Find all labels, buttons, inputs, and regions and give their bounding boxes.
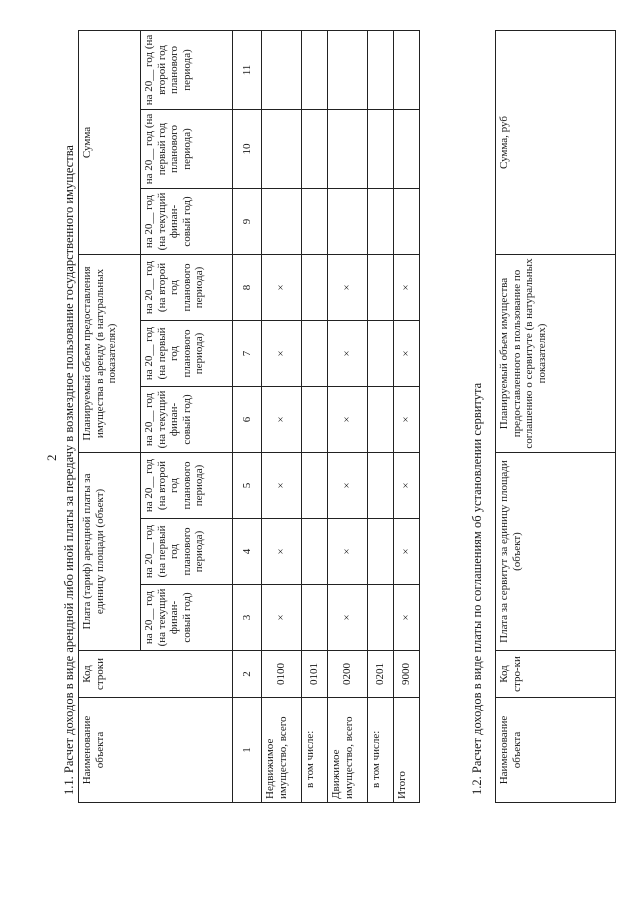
cell: ×	[394, 519, 420, 585]
header-servitude-volume: Планируемый объем имущества предоставленного в пользование по соглашению о сервитуте (в натуральных показателях)	[496, 255, 616, 453]
row-name: в том числе:	[302, 698, 328, 803]
cell	[302, 188, 328, 254]
cell: ×	[262, 452, 302, 518]
header-sum-first-year: на 20__ год (на первый год планового периода)	[141, 109, 233, 188]
table-row-total	[394, 30, 420, 802]
row-name: в том числе:	[368, 698, 394, 803]
header-volume-group: Планируемый объем предоставления имущества в аренду (в натуральных показателях)	[79, 254, 141, 452]
servitude-income-table	[495, 30, 616, 803]
cell	[368, 452, 394, 518]
header-object-name: Наименование объекта	[496, 698, 616, 803]
cell: ×	[394, 254, 420, 320]
header-servitude-rate: Плата за сервитут за единицу площади (объект)	[496, 453, 616, 651]
cell	[368, 254, 394, 320]
cell	[302, 320, 328, 386]
header-row-code: Код строки	[79, 651, 233, 698]
row-name: Итого	[394, 698, 420, 803]
col-number: 6	[233, 386, 262, 452]
header-sum-group: Сумма	[79, 30, 141, 254]
page-number: 2	[44, 454, 59, 461]
cell: ×	[394, 585, 420, 651]
rental-income-table	[78, 30, 420, 803]
cell: ×	[394, 452, 420, 518]
cell: ×	[328, 585, 368, 651]
row-code: 0101	[302, 651, 328, 698]
cell: ×	[328, 320, 368, 386]
row-code: 0100	[262, 651, 302, 698]
cell	[262, 188, 302, 254]
cell	[302, 386, 328, 452]
col-number: 2	[233, 651, 262, 698]
cell	[394, 30, 420, 109]
row-name: Движимое имущество, всего	[328, 698, 368, 803]
col-number: 5	[233, 452, 262, 518]
cell: ×	[262, 254, 302, 320]
section-2-title: 1.2. Расчет доходов в виде платы по соглашениям об установлении сервитута	[470, 382, 484, 795]
col-number: 11	[233, 30, 262, 109]
header-object-name: Наименование объекта	[79, 698, 233, 803]
header-volume-first-year: на 20__ год (на первый год планового периода)	[141, 320, 233, 386]
row-code: 0201	[368, 651, 394, 698]
cell	[368, 188, 394, 254]
cell	[302, 452, 328, 518]
cell	[368, 585, 394, 651]
cell: ×	[262, 585, 302, 651]
cell: ×	[328, 452, 368, 518]
cell	[394, 109, 420, 188]
cell	[368, 30, 394, 109]
cell: ×	[262, 519, 302, 585]
table-row	[368, 30, 394, 802]
row-code: 0200	[328, 651, 368, 698]
table-row	[328, 30, 368, 802]
cell	[328, 188, 368, 254]
col-number: 3	[233, 585, 262, 651]
cell	[368, 320, 394, 386]
col-number: 9	[233, 188, 262, 254]
cell: ×	[394, 320, 420, 386]
column-numbers-row	[233, 30, 262, 802]
cell	[302, 109, 328, 188]
header-sum-second-year: на 20__ год (на второй год планового периода)	[141, 30, 233, 109]
cell	[302, 254, 328, 320]
cell: ×	[328, 519, 368, 585]
header-rate-first-year: на 20__ год (на первый год планового периода)	[141, 519, 233, 585]
table-row	[262, 30, 302, 802]
cell	[302, 30, 328, 109]
col-number: 8	[233, 254, 262, 320]
cell: ×	[394, 386, 420, 452]
cell	[262, 30, 302, 109]
cell	[394, 188, 420, 254]
cell	[302, 585, 328, 651]
cell	[368, 386, 394, 452]
header-row-code: Код стро-ки	[496, 651, 616, 698]
col-number: 4	[233, 519, 262, 585]
cell: ×	[262, 320, 302, 386]
cell	[262, 109, 302, 188]
cell	[302, 519, 328, 585]
row-code: 9000	[394, 651, 420, 698]
row-name: Недвижимое имущество, всего	[262, 698, 302, 803]
cell	[328, 109, 368, 188]
cell	[328, 30, 368, 109]
table-row	[302, 30, 328, 802]
cell: ×	[328, 254, 368, 320]
cell	[368, 519, 394, 585]
header-rate-group: Плата (тариф) арендной платы за единицу площади (объект)	[79, 452, 141, 650]
cell	[368, 109, 394, 188]
col-number: 7	[233, 320, 262, 386]
header-volume-current-year: на 20__ год (на текущий финан-совый год)	[141, 386, 233, 452]
header-rate-second-year: на 20__ год (на второй год планового периода)	[141, 452, 233, 518]
cell: ×	[328, 386, 368, 452]
header-volume-second-year: на 20__ год (на второй год планового периода)	[141, 254, 233, 320]
header-sum-current-year: на 20__ год (на текущий финан-совый год)	[141, 188, 233, 254]
col-number: 1	[233, 698, 262, 803]
cell: ×	[262, 386, 302, 452]
col-number: 10	[233, 109, 262, 188]
header-rate-current-year: на 20__ год (на текущий финан-совый год)	[141, 585, 233, 651]
header-sum-rub: Сумма, руб	[496, 31, 616, 255]
section-1-title: 1.1. Расчет доходов в виде арендной либо иной платы за передачу в возмездное пользование государственного имущества	[62, 145, 76, 795]
